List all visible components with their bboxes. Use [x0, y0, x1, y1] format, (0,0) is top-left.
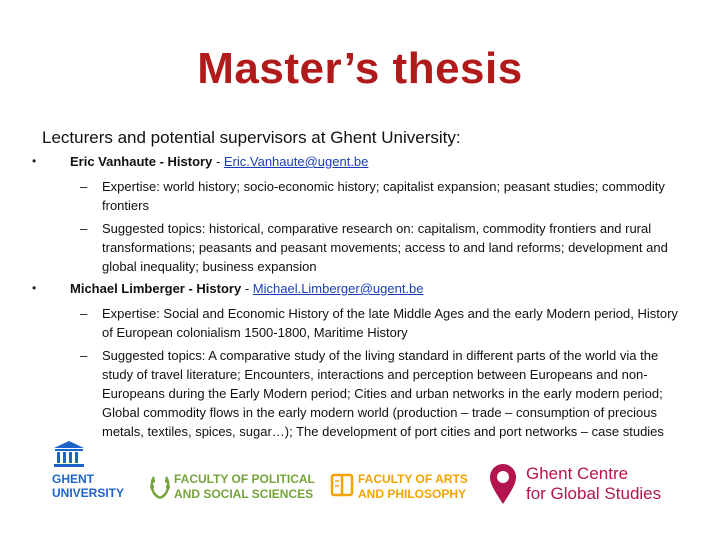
email-link[interactable]: Eric.Vanhaute@ugent.be	[223, 154, 369, 169]
detail-item	[80, 219, 680, 276]
ghent-university-emblem-icon	[52, 440, 86, 468]
faculty-arts-philosophy-logo	[330, 472, 468, 503]
email-link[interactable]: Michael.Limberger@ugent.be	[252, 281, 424, 296]
fpss-wordmark	[174, 472, 315, 502]
ugent-line2: UNIVERSITY	[52, 486, 125, 500]
lecturer-name: Eric Vanhaute - History	[70, 154, 213, 169]
fpss-line2: AND SOCIAL SCIENCES	[174, 487, 314, 501]
ugent-line1: GHENT	[52, 472, 94, 486]
separator: -	[241, 281, 253, 296]
faculty-political-social-sciences-logo	[148, 472, 315, 507]
arts-wordmark	[358, 472, 468, 502]
gcgs-line1: Ghent Centre	[526, 464, 629, 483]
book-icon	[330, 472, 354, 498]
detail-item	[80, 177, 680, 215]
dash: –	[80, 179, 88, 194]
subtitle: Lecturers and potential supervisors at Ghent University:	[42, 128, 461, 147]
ugent-wordmark	[52, 472, 124, 500]
dash: –	[80, 306, 88, 321]
detail-text: Expertise: Social and Economic History of the late Middle Ages and the early Modern period, History of European colonialism 1500-1800, Maritime History	[102, 306, 678, 340]
location-pin-icon	[488, 462, 518, 506]
bullet: •	[32, 281, 37, 295]
dash: –	[80, 221, 88, 236]
bullet: •	[32, 154, 37, 168]
gcgs-line2: for Global Studies	[526, 484, 662, 503]
lecturer-entry	[70, 281, 424, 296]
detail-text: Suggested topics: A comparative study of the living standard in different parts of the world via the study of travel literature; Encounters, interactions and perception between Europeans and non-Europeans during the Early Modern period; Cities and urban networks in the early modern period; Global commodity flows in the early modern world (production – trade – consumption of precious metals, textiles, spices, sugar…); The development of port cities and port networks – case studies	[102, 348, 664, 439]
ghent-centre-global-studies-logo	[488, 462, 662, 511]
detail-text: Suggested topics: historical, comparative research on: capitalism, commodity frontiers and rural transformations; peasants and peasant movements; access to and land reforms; development and global inequality; business expansion	[102, 221, 668, 274]
ghent-university-logo	[52, 440, 132, 506]
arts-line2: AND PHILOSOPHY	[358, 487, 467, 501]
lecturer-entry	[70, 154, 368, 169]
page-title: Master’s thesis	[197, 44, 523, 93]
dash: –	[80, 348, 88, 363]
detail-item	[80, 346, 680, 441]
detail-text: Expertise: world history; socio-economic history; capitalist expansion; peasant studies; commodity frontiers	[102, 179, 665, 213]
lecturer-name: Michael Limberger - History	[70, 281, 242, 296]
separator: -	[212, 154, 224, 169]
fpss-line1: FACULTY OF POLITICAL	[174, 472, 315, 486]
laurel-icon	[148, 472, 172, 502]
arts-line1: FACULTY OF ARTS	[358, 472, 468, 486]
detail-item	[80, 304, 680, 342]
gcgs-wordmark	[526, 464, 661, 504]
